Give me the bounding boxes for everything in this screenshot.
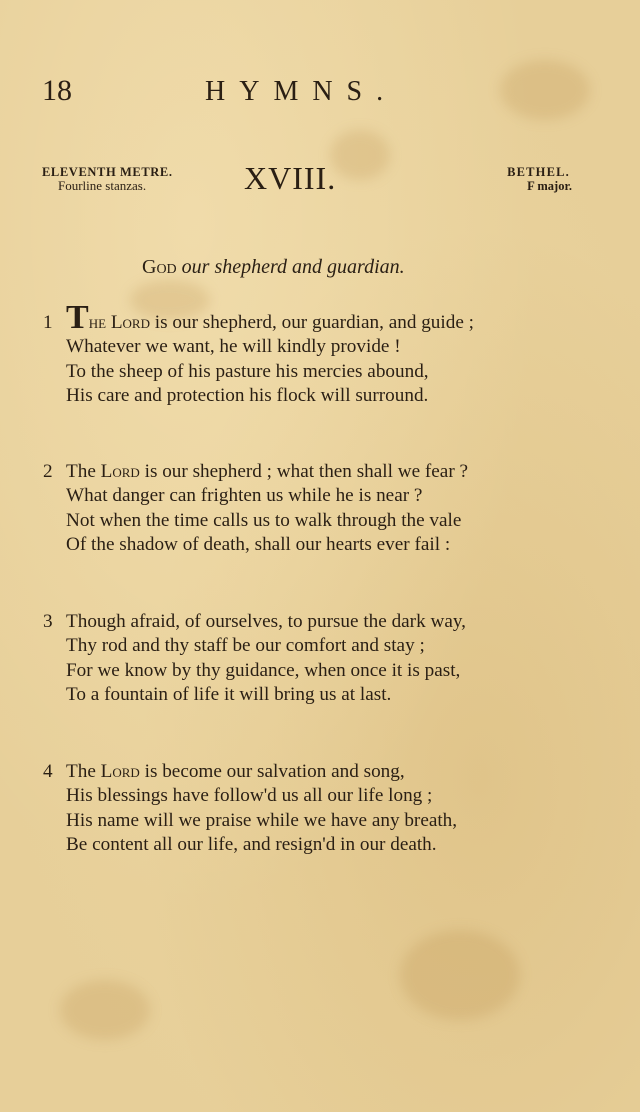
title-smallcaps: God <box>142 256 177 278</box>
lord-smallcaps: he Lord <box>88 312 150 333</box>
stanza-number: 3 <box>43 611 53 632</box>
drop-cap: T <box>66 299 89 336</box>
verse-line: His blessings have follow'd us all our life long ; <box>66 785 433 807</box>
verse-text: is our shepherd ; what then shall we fear ? <box>139 461 469 482</box>
verse-line: To a fountain of life it will bring us at last. <box>66 683 392 705</box>
verse-line: His name will we praise while we have any breath, <box>66 809 458 831</box>
paper-stain <box>330 130 390 180</box>
stanza <box>43 610 586 707</box>
stanza-number: 2 <box>43 461 53 482</box>
verse-line: Be content all our life, and resign'd in our death. <box>66 833 437 855</box>
verse-text: is become our salvation and song, <box>139 761 405 782</box>
paper-stain <box>500 60 590 120</box>
metre-label: ELEVENTH METRE. <box>42 165 173 179</box>
hymn-number: XVIII. <box>244 160 337 196</box>
stanza <box>43 299 586 408</box>
stanza <box>43 460 586 557</box>
verse-text: The <box>66 761 101 782</box>
verse-line: What danger can frighten us while he is near ? <box>66 485 423 507</box>
stanza-number: 4 <box>43 761 53 782</box>
stanza-form-label: Fourline stanzas. <box>58 178 147 193</box>
verse-line: His care and protection his flock will surround. <box>66 384 429 406</box>
verse-line: To the sheep of his pasture his mercies abound, <box>66 360 429 382</box>
tune-name: BETHEL. <box>507 165 570 179</box>
verse-line <box>66 760 586 784</box>
verse-line: Of the shadow of death, shall our hearts ever fail : <box>66 533 451 555</box>
running-head: HYMNS. <box>205 76 398 107</box>
verse-text: is our shepherd, our guardian, and guide ; <box>149 312 474 333</box>
stanza-number: 1 <box>43 312 53 333</box>
paper-stain <box>60 980 150 1040</box>
verse-line <box>66 460 586 484</box>
page-number: 18 <box>42 74 72 107</box>
title-italic: our shepherd and guardian. <box>181 256 405 278</box>
verse-line: Thy rod and thy staff be our comfort and stay ; <box>66 635 425 657</box>
hymn-title <box>142 256 405 279</box>
tune-key: F major. <box>527 179 572 193</box>
verse-line: Not when the time calls us to walk through the vale <box>66 509 462 531</box>
lord-smallcaps: Lord <box>100 461 140 482</box>
lord-smallcaps: Lord <box>100 761 140 782</box>
verse-line: Whatever we want, he will kindly provide ! <box>66 336 401 358</box>
metre-block <box>42 165 173 193</box>
verse-line <box>66 299 586 336</box>
verse-line: For we know by thy guidance, when once it is past, <box>66 659 461 681</box>
paper-stain <box>400 930 520 1020</box>
stanza <box>43 760 586 857</box>
verse-line: Though afraid, of ourselves, to pursue the dark way, <box>66 611 466 632</box>
tune-block <box>507 165 570 193</box>
verse-text: The <box>66 461 101 482</box>
